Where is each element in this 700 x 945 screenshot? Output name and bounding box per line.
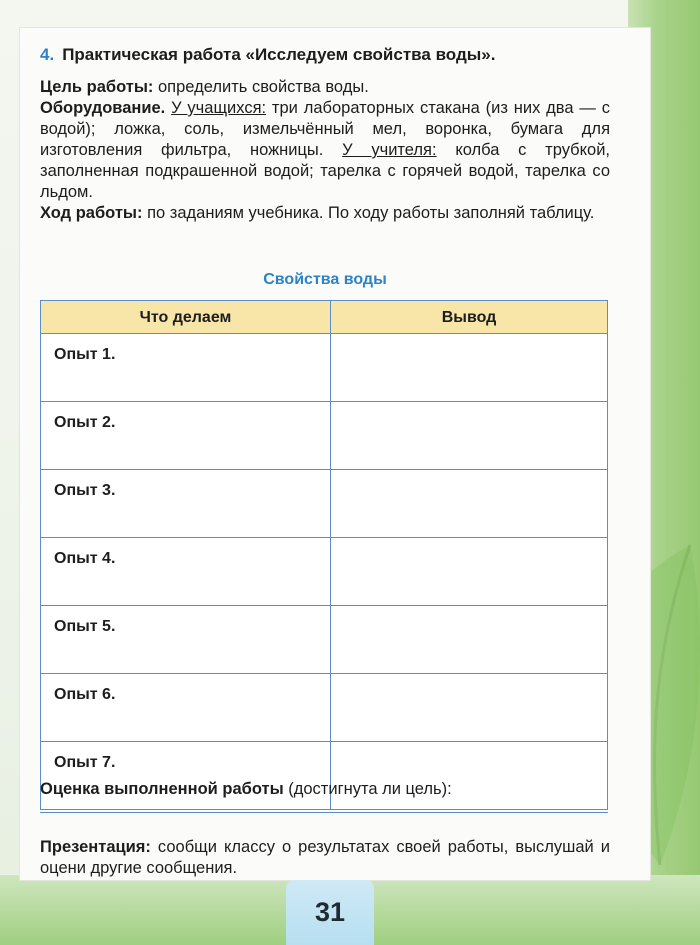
evaluation-text: (достигнута ли цель): [283, 780, 452, 798]
presentation-text: сообщи классу о результатах своей работы, выслушай и оцени другие сообщения. [40, 838, 610, 877]
presentation-label: Презентация: [40, 838, 151, 856]
experiment-label: Опыт 7. [41, 742, 331, 810]
procedure-paragraph [40, 203, 610, 224]
conclusion-cell[interactable] [331, 538, 608, 606]
task-heading [40, 44, 610, 65]
table-title: Свойства воды [263, 271, 387, 288]
evaluation-label: Оценка выполненной работы [40, 780, 284, 798]
conclusion-cell[interactable] [331, 606, 608, 674]
teacher-text: колба с трубкой, заполненная подкрашенной водой; тарелка с горячей водой, тарелка со льдом. [40, 141, 610, 201]
students-text: три лабораторных стакана (из них два — с водой); ложка, соль, измельчённый мел, воронка, бумага для изготовления фильтра, ножницы. [40, 99, 610, 159]
table-row [41, 470, 608, 538]
experiment-label: Опыт 2. [41, 402, 331, 470]
water-properties-table [40, 300, 608, 810]
experiment-label: Опыт 5. [41, 606, 331, 674]
page-number: 31 [286, 880, 374, 945]
table-row [41, 334, 608, 402]
goal-paragraph [40, 77, 610, 98]
conclusion-cell[interactable] [331, 674, 608, 742]
equipment-label: Оборудование. [40, 99, 166, 117]
teacher-label: У учителя: [342, 141, 437, 159]
table-row [41, 402, 608, 470]
workbook-page [20, 28, 650, 880]
conclusion-cell[interactable] [331, 402, 608, 470]
table-row [41, 538, 608, 606]
procedure-text: по заданиям учебника. По ходу работы заполняй таблицу. [142, 204, 595, 222]
equipment-paragraph [40, 98, 610, 203]
table-header-row [41, 301, 608, 334]
page-content [40, 44, 610, 877]
header-conclusion: Вывод [331, 301, 608, 334]
experiment-label: Опыт 3. [41, 470, 331, 538]
conclusion-cell[interactable] [331, 334, 608, 402]
goal-text: определить свойства воды. [153, 78, 369, 96]
experiment-label: Опыт 1. [41, 334, 331, 402]
evaluation-paragraph [40, 779, 610, 800]
procedure-label: Ход работы: [40, 204, 143, 222]
task-number: 4. [40, 45, 55, 64]
table-row [41, 674, 608, 742]
experiment-label: Опыт 6. [41, 674, 331, 742]
evaluation-answer-line[interactable] [40, 812, 608, 813]
presentation-paragraph [40, 837, 610, 879]
task-title: Практическая работа «Исследуем свойства воды». [62, 45, 496, 64]
header-what-we-do: Что делаем [41, 301, 331, 334]
students-label: У учащихся: [171, 99, 267, 117]
table-row [41, 606, 608, 674]
conclusion-cell[interactable] [331, 470, 608, 538]
goal-label: Цель работы: [40, 78, 154, 96]
experiment-label: Опыт 4. [41, 538, 331, 606]
